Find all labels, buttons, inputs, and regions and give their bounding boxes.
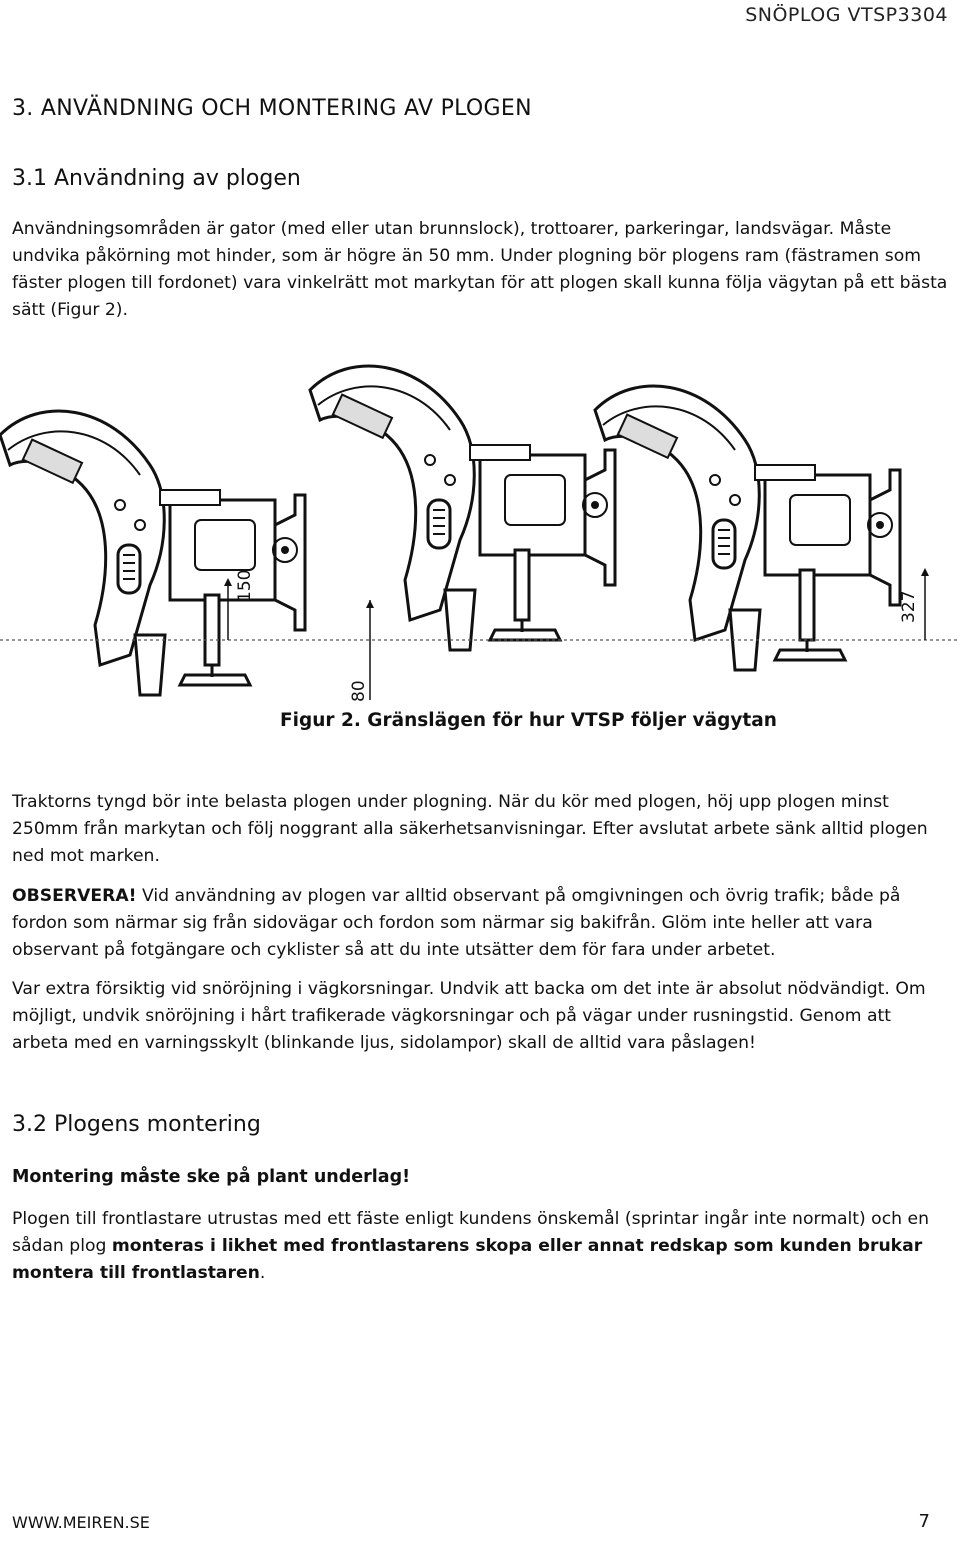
plow-left-drawing	[0, 411, 305, 695]
plow-positions-figure	[0, 340, 960, 710]
observera-text: Vid användning av plogen var alltid observant på omgivningen och övrig trafik; både på fordon som närmar sig från sidovägar och fordon som närmar sig bakifrån. Glöm inte heller att vara observant på fotgängare och cyklister så att du inte utsätter dem för fara under arbetet.	[12, 886, 901, 960]
mounting-text-bold: monteras i likhet med frontlastarens skopa eller annat redskap som kunden brukar montera till frontlastaren	[12, 1236, 923, 1283]
paragraph-observera	[12, 883, 948, 964]
dimension-label-150: 150	[235, 569, 255, 602]
observera-label: OBSERVERA!	[12, 886, 137, 906]
section-heading-usage: 3.1 Användning av plogen	[12, 166, 301, 191]
page-number: 7	[918, 1511, 930, 1532]
intro-paragraph: Användningsområden är gator (med eller utan brunnslock), trottoarer, parkeringar, landsvägar. Måste undvika påkörning mot hinder, som är högre än 50 mm. Under plogning bör plogens ram (fästramen som fäster plogen till fordonet) vara vinkelrätt mot markytan för att plogen skall kunna följa vägytan på ett bästa sätt (Figur 2).	[12, 219, 948, 320]
plow-right-drawing	[595, 386, 900, 670]
figure-caption: Figur 2. Gränslägen för hur VTSP följer vägytan	[280, 710, 777, 731]
paragraph-mounting	[12, 1206, 948, 1287]
footer-website-link[interactable]: WWW.MEIREN.SE	[12, 1513, 150, 1532]
plow-middle-drawing	[310, 366, 615, 650]
section-heading-mounting: 3.2 Plogens montering	[12, 1112, 261, 1137]
paragraph-tractor-weight: Traktorns tyngd bör inte belasta plogen under plogning. När du kör med plogen, höj upp plogen minst 250mm från markytan och följ noggrant alla säkerhetsanvisningar. Efter avslutat arbete sänk alltid plogen ned mot marken.	[12, 792, 928, 866]
document-header-title: SNÖPLOG VTSP3304	[745, 4, 948, 26]
mounting-text-start: Plogen till frontlastare utrustas med ett fäste enligt kundens önskemål (sprintar ingår inte normalt) och en sådan plog	[12, 1209, 929, 1256]
mounting-text-end: .	[259, 1263, 266, 1283]
chapter-heading: 3. ANVÄNDNING OCH MONTERING AV PLOGEN	[12, 96, 532, 121]
dimension-label-80: 80	[349, 680, 369, 702]
dimension-label-327: 327	[899, 590, 919, 623]
mounting-note: Montering måste ske på plant underlag!	[12, 1167, 411, 1187]
paragraph-intersections: Var extra försiktig vid snöröjning i vägkorsningar. Undvik att backa om det inte är absolut nödvändigt. Om möjligt, undvik snöröjning i hårt trafikerade vägkorsningar och på vägar under rusningstid. Genom att arbeta med en varningsskylt (blinkande ljus, sidolampor) skall de alltid vara påslagen!	[12, 979, 926, 1053]
